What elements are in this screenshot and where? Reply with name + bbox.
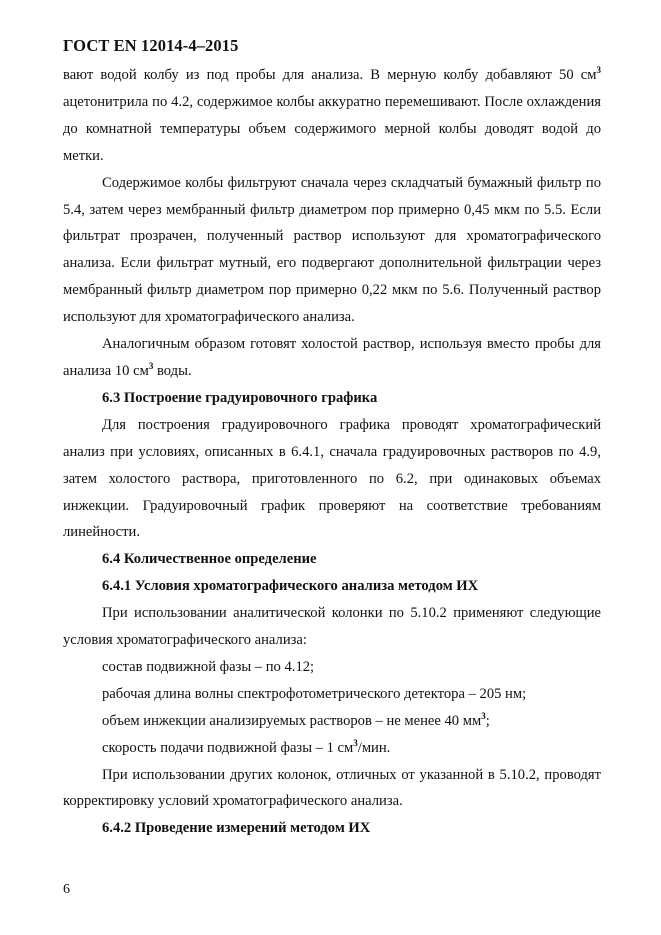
paragraph-calibration: Для построения градуировочного графика проводят хроматографический анализ при условиях, описанных в 6.4.1, сначала градуировочных растворов по 4.9, затем холостого раствора, приготовленного по 6.2, при одинаковых объемах инжекции. Градуировочный график проверяют на соответствие требованиям линейности. — [63, 416, 601, 541]
section-heading-6-4-2: 6.4.2 Проведение измерений методом ИХ — [102, 820, 371, 837]
list-item-flow-rate — [63, 735, 601, 762]
paragraph-dilution — [63, 62, 601, 170]
document-body — [63, 62, 601, 842]
paragraph-text: вают водой колбу из под пробы для анализа. В мерную колбу добавляют 50 см — [63, 67, 597, 83]
section-heading-6-3: 6.3 Построение градуировочного графика — [102, 389, 378, 406]
list-item-text: ; — [485, 712, 490, 729]
superscript: 3 — [148, 360, 154, 371]
page-number: 6 — [63, 882, 70, 897]
list-item-text: объем инжекции анализируемых растворов – не менее 40 мм — [102, 712, 482, 729]
superscript: 3 — [596, 65, 601, 75]
paragraph-column-conditions: При использовании аналитической колонки по 5.10.2 применяют следующие условия хроматографического анализа: — [63, 605, 601, 649]
paragraph-text: воды. — [153, 362, 192, 379]
paragraph-blank-solution — [63, 331, 601, 385]
superscript: 3 — [481, 710, 486, 721]
list-item-text: скорость подачи подвижной фазы – 1 см — [102, 739, 354, 756]
paragraph-filtration: Содержимое колбы фильтруют сначала через складчатый бумажный фильтр по 5.4, затем через мембранный фильтр диаметром пор примерно 0,45 мкм по 5.5. Если фильтрат прозрачен, полученный раствор используют для хроматографического анализа. Если фильтрат мутный, его подвергают дополнительной фильтрации через мембранный фильтр диаметром пор примерно 0,22 мкм по 5.6. Полученный раствор используют для хроматографического анализа. — [63, 174, 601, 326]
paragraph-text: ацетонитрила по 4.2, содержимое колбы аккуратно перемешивают. После охлаждения до комнатной температуры объем содержимого мерной колбы доводят водой до метки. — [63, 93, 601, 164]
document-header: ГОСТ EN 12014-4–2015 — [63, 36, 239, 55]
section-heading-6-4-1: 6.4.1 Условия хроматографического анализа методом ИХ — [102, 578, 479, 595]
paragraph-text: Аналогичным образом готовят холостой раствор, используя вместо пробы для анализа 10 см — [63, 336, 601, 379]
section-heading-6-4: 6.4 Количественное определение — [102, 551, 317, 568]
list-item-wavelength: рабочая длина волны спектрофотометрического детектора – 205 нм; — [102, 685, 527, 702]
list-item-injection-volume — [63, 708, 601, 735]
paragraph-other-columns: При использовании других колонок, отличных от указанной в 5.10.2, проводят корректировку условий хроматографического анализа. — [63, 766, 601, 810]
list-item-mobile-phase: состав подвижной фазы – по 4.12; — [102, 658, 315, 675]
superscript: 3 — [353, 737, 358, 748]
list-item-text: /мин. — [357, 739, 391, 756]
